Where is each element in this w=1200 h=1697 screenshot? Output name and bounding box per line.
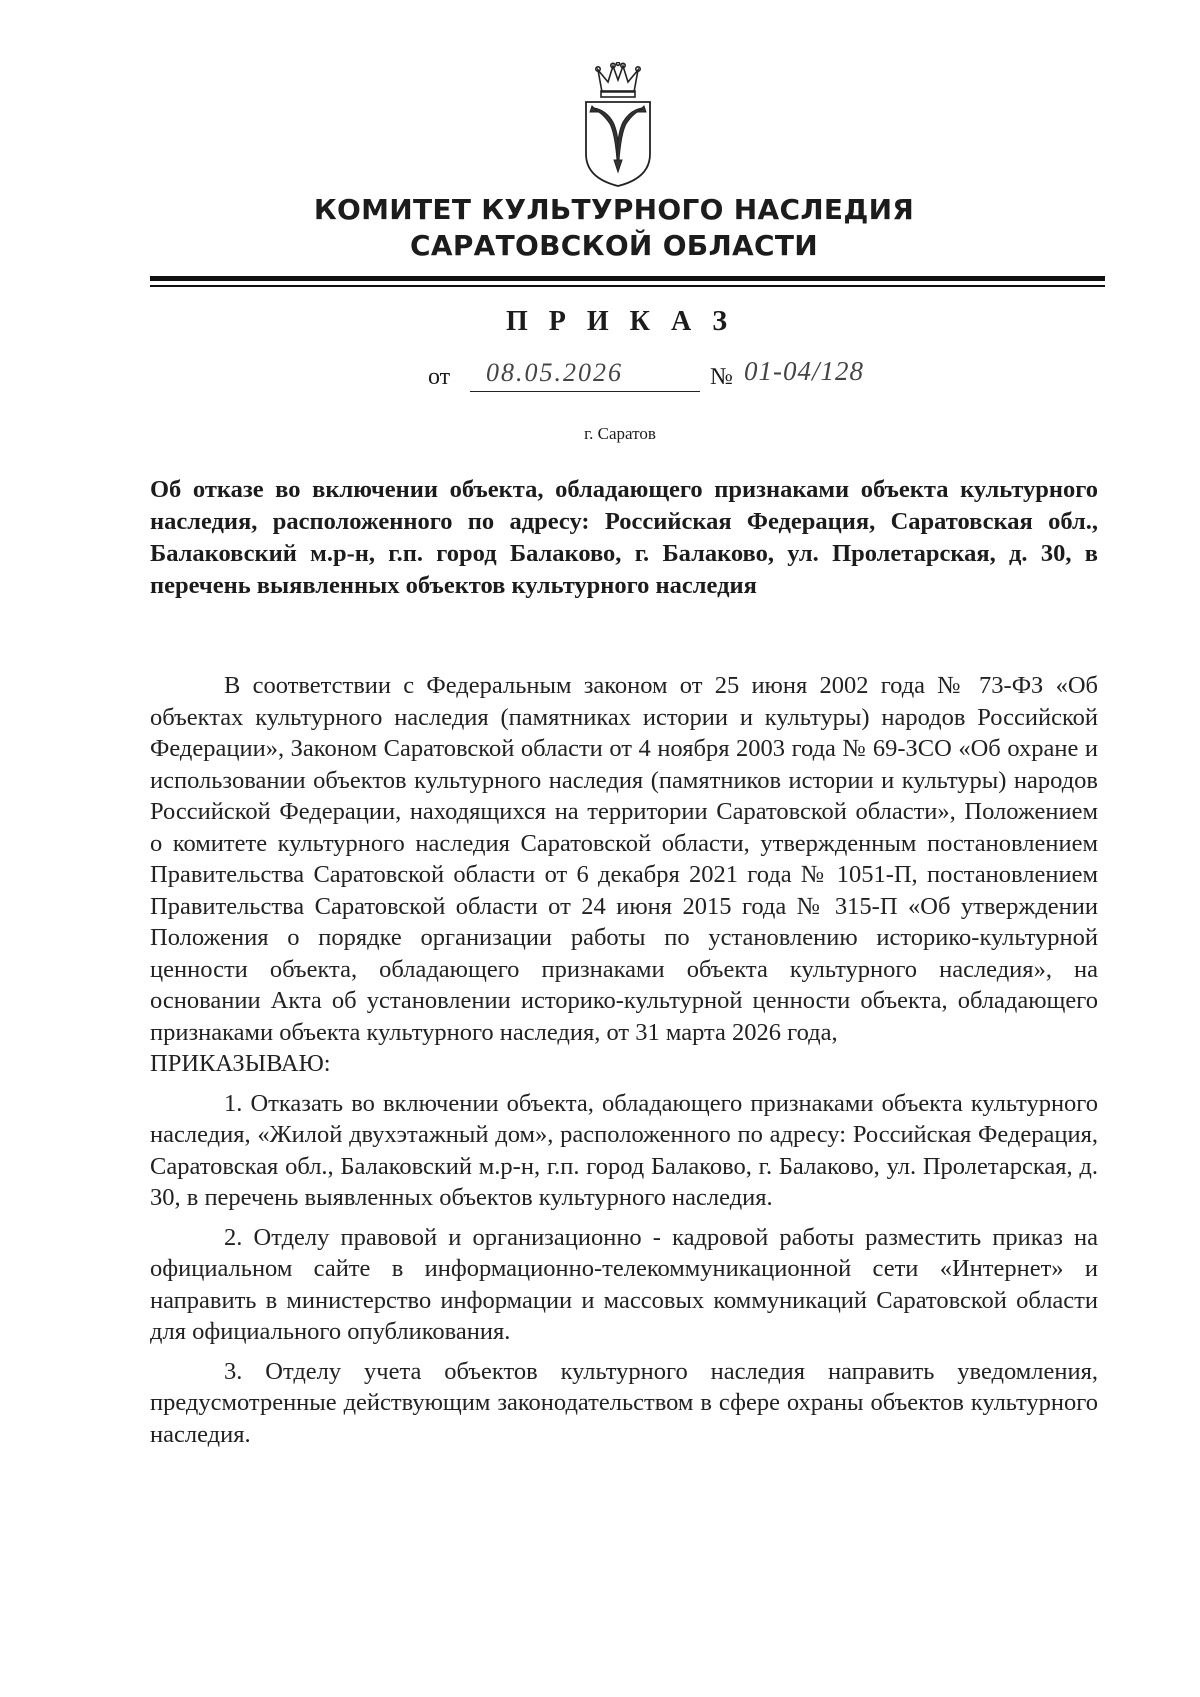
order-number: 01-04/128 — [744, 356, 864, 386]
saratov-region-coat-of-arms-icon — [580, 62, 656, 188]
order-item-1: 1. Отказать во включении объекта, обладающего признаками объекта культурного наследия, «Жилой двухэтажный дом», расположенного по адресу: Российская Федерация, Саратовская обл., Балаковский м.р-н, г.п. город Балаково, г. Балаково, ул. Пролетарская, д. 30, в перечень выявленных объектов культурного наследия. — [150, 1089, 1098, 1211]
order-date: 08.05.2026 — [470, 358, 700, 392]
command-word: ПРИКАЗЫВАЮ: — [150, 1050, 331, 1077]
number-prefix: № — [710, 364, 733, 390]
order-item-3: 3. Отделу учета объектов культурного наследия направить уведомления, предусмотренные действующим законодательством в сфере охраны объектов культурного наследия. — [150, 1357, 1098, 1448]
order-body — [150, 670, 1098, 1450]
preamble-paragraph: В соответствии с Федеральным законом от 25 июня 2002 года № 73-ФЗ «Об объектах культурного наследия (памятниках истории и культуры) народов Российской Федерации», Законом Саратовской области от 4 ноября 2003 года № 69-ЗСО «Об охране и использовании объектов культурного наследия (памятников истории и культуры) народов Российской Федерации, находящихся на территории Саратовской области», Положением о комитете культурного наследия Саратовской области, утвержденным постановлением Правительства Саратовской области от 6 декабря 2021 года № 1051-П, постановлением Правительства Саратовской области от 24 июня 2015 года № 315-П «Об утверждении Положения о порядке организации работы по установлению историко-культурной ценности объекта, обладающего признаками объекта культурного наследия», на основании Акта об установлении историко-культурной ценности объекта, обладающего признаками объекта культурного наследия, от 31 марта 2026 года, — [150, 672, 1098, 1046]
organization-name-line-1: КОМИТЕТ КУЛЬТУРНОГО НАСЛЕДИЯ — [313, 193, 915, 226]
header-divider-thick — [150, 276, 1105, 281]
order-item-2: 2. Отделу правовой и организационно - кадровой работы разместить приказ на официальном сайте в информационно-телекоммуникационной сети «Интернет» и направить в министерство информации и массовых коммуникаций Саратовской области для официального опубликования. — [150, 1223, 1098, 1345]
document-type-title: П Р И К А З — [506, 306, 734, 337]
order-subject: Об отказе во включении объекта, обладающего признаками объекта культурного наследия, расположенного по адресу: Российская Федерация, Саратовская обл., Балаковский м.р-н, г.п. город Балаково, г. Балаково, ул. Пролетарская, д. 30, в перечень выявленных объектов культурного наследия — [150, 476, 1098, 599]
date-number-line — [428, 356, 868, 394]
header-divider-thin — [150, 285, 1105, 287]
organization-name-line-2: САРАТОВСКОЙ ОБЛАСТИ — [410, 229, 818, 262]
date-prefix: от — [428, 364, 451, 390]
city-name: г. Саратов — [584, 424, 656, 443]
